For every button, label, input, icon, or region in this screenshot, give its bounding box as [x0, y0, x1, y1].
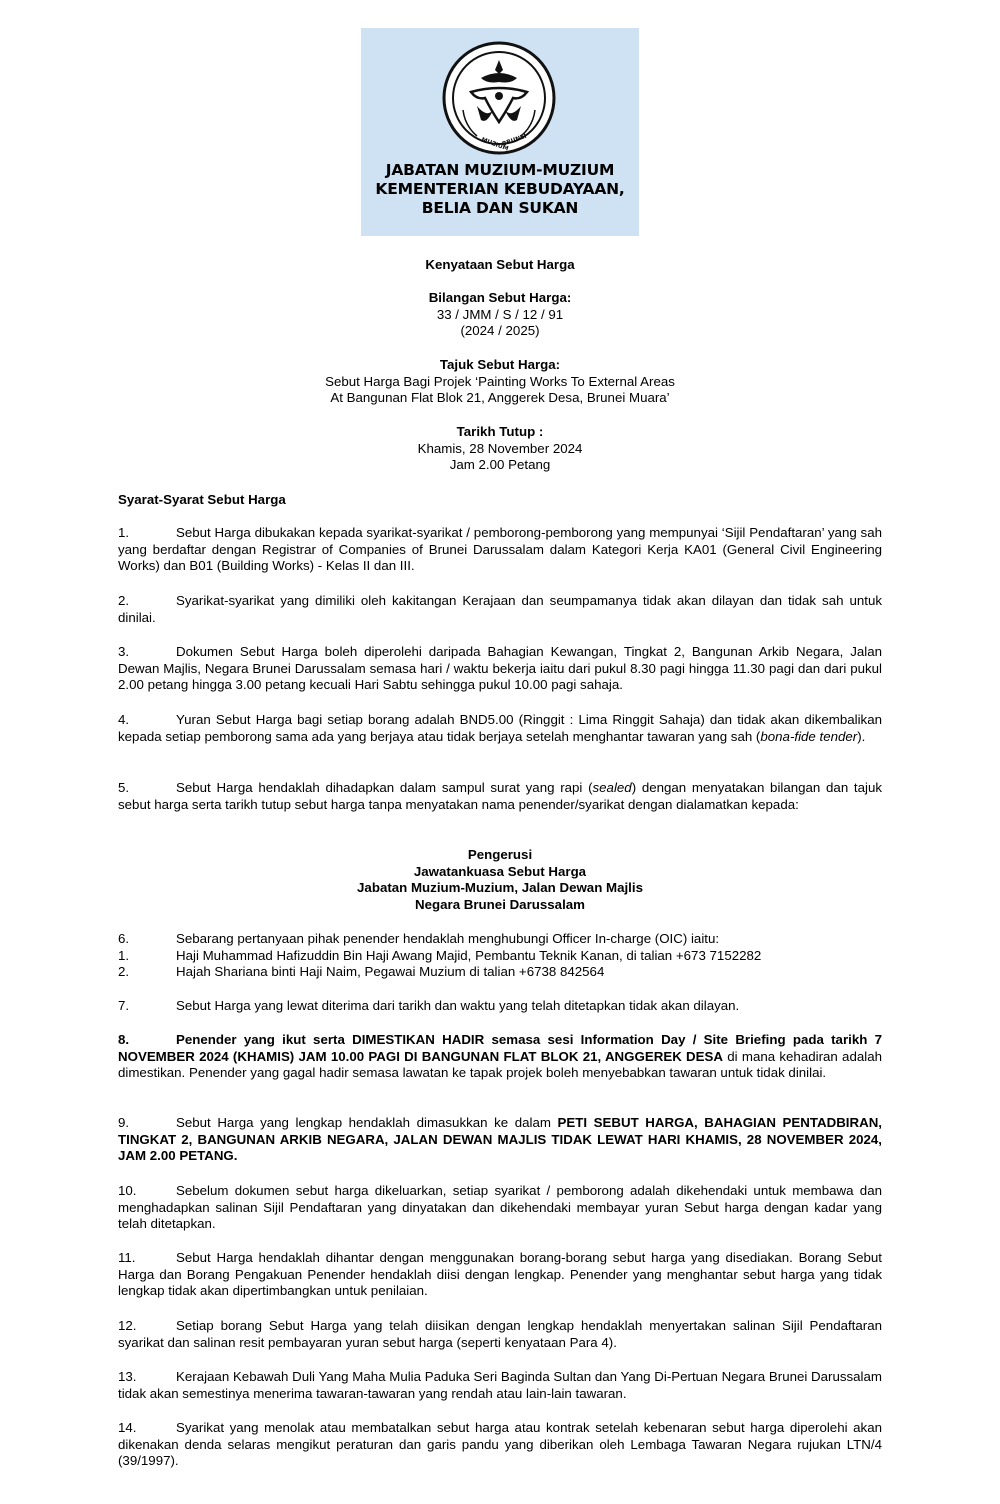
condition-text: Sebut Harga hendaklah dihantar dengan menggunakan borang-borang sebut harga yang disediakan. Borang Sebut Harga dan Borang Pengakuan Penender hendaklah diisi dengan lengkap. Penender yang menghantar sebut harga yang tidak lengkap tidak akan dipertimbangkan untuk penilaian. — [118, 1250, 882, 1299]
condition-text: Sebut Harga yang lewat diterima dari tarikh dan waktu yang telah ditetapkan tidak akan dilayan. — [176, 998, 740, 1013]
condition-12 — [118, 1318, 882, 1351]
department-line-1: JABATAN MUZIUM-MUZIUM — [385, 161, 615, 179]
department-name — [361, 161, 639, 218]
condition-7 — [118, 998, 882, 1015]
conditions-heading: Syarat-Syarat Sebut Harga — [118, 492, 286, 507]
condition-text: Kerajaan Kebawah Duli Yang Maha Mulia Paduka Seri Baginda Sultan dan Yang Di-Pertuan Negara Brunei Darussalam tidak akan semestinya menerima tawaran-tawaran yang rendah atau lain-lain tawaran. — [118, 1369, 882, 1401]
condition-9 — [118, 1115, 882, 1165]
condition-text: Sebut Harga dibukakan kepada syarikat-syarikat / pemborong-pemborong yang mempunyai ‘Sijil Pendaftaran’ yang sah yang berdaftar dengan Registrar of Companies of Brunei Darussalam dalam Kategori Kerja KA01 (General Civil Engineering Works) dan B01 (Building Works) - Kelas II dan III. — [118, 525, 882, 574]
address-line: Pengerusi — [467, 847, 533, 862]
condition-number: 8. — [118, 1032, 130, 1047]
condition-text: Setiap borang Sebut Harga yang telah diisikan dengan lengkap hendaklah menyertakan salinan Sijil Pendaftaran syarikat dan salinan resit pembayaran yuran sebut harga (seperti kenyataan Para 4). — [118, 1318, 882, 1350]
quotation-number-label: Bilangan Sebut Harga: — [428, 290, 572, 305]
department-line-3: BELIA DAN SUKAN — [421, 199, 579, 217]
quotation-number — [100, 290, 900, 340]
submission-address — [100, 847, 900, 913]
condition-4 — [118, 712, 882, 745]
condition-8 — [118, 1032, 882, 1082]
museum-logo-icon — [441, 40, 557, 156]
contact-number: 1. — [118, 947, 130, 963]
condition-text-bold: Penender yang ikut serta DIMESTIKAN HADIR semasa sesi Information Day / Site Briefing pada tarikh 7 NOVEMBER 2024 (KHAMIS) JAM 10.00 PAGI DI BANGUNAN FLAT BLOK 21, ANGGEREK DESA — [118, 1032, 882, 1064]
condition-text: Yuran Sebut Harga bagi setiap borang adalah BND5.00 (Ringgit : Lima Ringgit Sahaja) dan tidak akan dikembalikan kepada setiap pemborong sama ada yang berjaya atau tidak berjaya setelah menghantar tawaran yang sah ( — [118, 712, 882, 744]
condition-text-italic: sealed — [592, 780, 632, 795]
logo-text-right: BRUNEI — [501, 132, 528, 148]
closing-date: Khamis, 28 November 2024 — [417, 440, 583, 456]
condition-number: 9. — [118, 1115, 130, 1130]
address-line: Jabatan Muzium-Muzium, Jalan Dewan Majlis — [357, 880, 643, 896]
condition-text-end: ). — [857, 728, 866, 744]
quotation-subject — [100, 357, 900, 407]
condition-number: 6. — [118, 931, 130, 946]
condition-text-end: ) dengan menyatakan bilangan dan tajuk sebut harga serta tarikh tutup sebut harga tanpa menyatakan nama penender/syarikat dengan dialamatkan kepada: — [118, 780, 883, 812]
condition-6 — [118, 931, 882, 981]
notice-title: Kenyataan Sebut Harga — [425, 257, 575, 272]
condition-text: di mana kehadiran adalah dimestikan. Penender yang gagal hadir semasa lawatan ke tapak projek boleh menyebabkan tawaran untuk tidak dinilai. — [118, 1048, 882, 1081]
condition-10 — [118, 1183, 882, 1233]
condition-number: 5. — [118, 780, 130, 795]
quotation-number-year: (2024 / 2025) — [460, 323, 540, 339]
contact-item — [118, 948, 882, 965]
condition-3 — [118, 644, 882, 694]
condition-1 — [118, 525, 882, 575]
condition-number: 1. — [118, 525, 130, 540]
contact-text: Hajah Shariana binti Haji Naim, Pegawai Muzium di talian +6738 842564 — [176, 964, 605, 980]
subject-line-1: Sebut Harga Bagi Projek ‘Painting Works To External Areas — [325, 373, 675, 389]
condition-text: Syarikat yang menolak atau membatalkan sebut harga atau kontrak setelah kebenaran sebut harga diperolehi akan dikenakan denda selaras mengikut peraturan dan garis pandu yang diberikan oleh Lembaga Tawaran Negara rujukan LTN/4 (39/1997). — [118, 1420, 882, 1469]
condition-text-italic: bona-fide tender — [760, 728, 858, 744]
condition-number: 3. — [118, 644, 130, 659]
condition-number: 2. — [118, 593, 130, 608]
condition-13 — [118, 1369, 882, 1402]
closing-date-block — [100, 424, 900, 474]
contact-item — [118, 964, 882, 981]
condition-number: 4. — [118, 712, 130, 727]
condition-text: Sebut Harga hendaklah dihadapkan dalam sampul surat yang rapi ( — [176, 780, 593, 795]
condition-number: 11. — [118, 1250, 136, 1265]
address-line: Negara Brunei Darussalam — [415, 896, 585, 912]
condition-text: Syarikat-syarikat yang dimiliki oleh kakitangan Kerajaan dan seumpamanya tidak akan dilayan dan tidak sah untuk dinilai. — [118, 593, 882, 625]
condition-11 — [118, 1250, 882, 1300]
subject-line-2: At Bangunan Flat Blok 21, Anggerek Desa, Brunei Muara’ — [330, 390, 670, 406]
address-line: Jawatankuasa Sebut Harga — [413, 863, 587, 879]
condition-number: 7. — [118, 998, 130, 1013]
closing-time: Jam 2.00 Petang — [449, 457, 551, 473]
condition-2 — [118, 593, 882, 626]
condition-5 — [118, 780, 882, 813]
contact-number: 2. — [118, 964, 130, 980]
condition-number: 14. — [118, 1420, 137, 1435]
condition-number: 13. — [118, 1369, 137, 1384]
subject-label: Tajuk Sebut Harga: — [439, 357, 561, 372]
logo-text-left: MUZIUM — [480, 136, 510, 153]
condition-14 — [118, 1420, 882, 1470]
department-line-2: KEMENTERIAN KEBUDAYAAN, — [375, 180, 625, 198]
header-banner — [361, 28, 639, 236]
condition-text: Sebarang pertanyaan pihak penender hendaklah menghubungi Officer In-charge (OIC) iaitu: — [176, 931, 720, 946]
condition-text: Sebelum dokumen sebut harga dikeluarkan, setiap syarikat / pemborong adalah dikehendaki untuk membawa dan menghadapkan salinan Sijil Pendaftaran yang dinyatakan dan dikehendaki membayar yuran Sebut harga dengan kadar yang telah ditetapkan. — [118, 1183, 882, 1232]
contact-text: Haji Muhammad Hafizuddin Bin Haji Awang Majid, Pembantu Teknik Kanan, di talian +673 7152282 — [176, 947, 762, 963]
condition-text: Sebut Harga yang lengkap hendaklah dimasukkan ke dalam — [176, 1115, 558, 1130]
condition-number: 10. — [118, 1183, 137, 1198]
quotation-number-value: 33 / JMM / S / 12 / 91 — [436, 306, 564, 322]
condition-text: Dokumen Sebut Harga boleh diperolehi daripada Bahagian Kewangan, Tingkat 2, Bangunan Arkib Negara, Jalan Dewan Majlis, Negara Brunei Darussalam semasa hari / waktu bekerja iaitu dari pukul 8.30 pagi hingga 11.30 pagi dan dari pukul 2.00 petang hingga 3.00 petang kecuali Hari Sabtu sehingga pukul 10.00 pagi sahaja. — [118, 644, 882, 693]
condition-number: 12. — [118, 1318, 137, 1333]
closing-label: Tarikh Tutup : — [456, 424, 544, 439]
condition-text-bold: PETI SEBUT HARGA, BAHAGIAN PENTADBIRAN, TINGKAT 2, BANGUNAN ARKIB NEGARA, JALAN DEWAN MAJLIS TIDAK LEWAT HARI KHAMIS, 28 NOVEMBER 2024, JAM 2.00 PETANG. — [118, 1115, 882, 1164]
